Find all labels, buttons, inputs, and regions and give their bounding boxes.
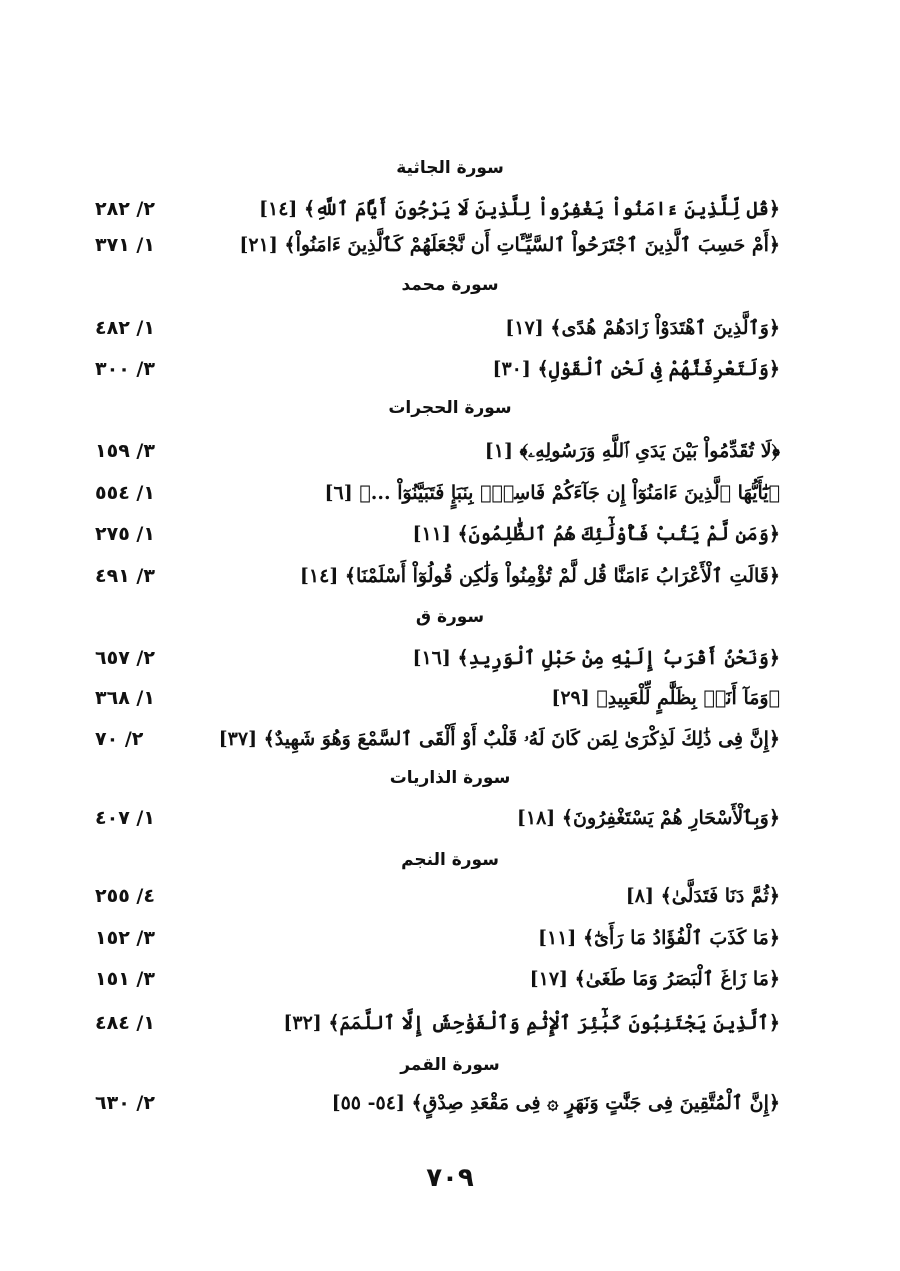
verse-line: ﴿وَمَن لَّمْ يَتُبْ فَأُوْلَٰٓئِكَ هُمُ ٱلظَّٰلِمُونَ﴾ [١١] bbox=[412, 523, 780, 545]
verse-line: ﴿مَا كَذَبَ ٱلْفُؤَادُ مَا رَأَىٰٓ﴾ [١١] bbox=[537, 927, 780, 949]
verse-reference: ١/ ٣٦٨ bbox=[95, 687, 155, 709]
verse-reference: ١/ ٢٧٥ bbox=[95, 523, 155, 545]
section-title-qaf: سورة ق bbox=[415, 607, 485, 627]
section-title-jathiya: سورة الجاثية bbox=[396, 158, 504, 178]
verse-line: ﴿وَنَحْنُ أَقْرَبُ إِلَيْهِ مِنْ حَبْلِ ٱلْوَرِيدِ﴾ [١٦] bbox=[412, 647, 780, 669]
verse-reference: ٢/ ٧٠ bbox=[95, 728, 144, 750]
verse-reference: ٢/ ٦٥٧ bbox=[95, 647, 155, 669]
verse-line: ﴿وَلَتَعْرِفَنَّهُمْ فِى لَحْنِ ٱلْقَوْلِ﴾ [٣٠] bbox=[492, 358, 780, 380]
verse-reference: ٢/ ٦٣٠ bbox=[95, 1092, 155, 1114]
verse-reference: ٣/ ١٥١ bbox=[95, 968, 155, 990]
verse-reference: ١/ ٤٨٤ bbox=[95, 1012, 155, 1034]
verse-line: ﴿وَمَآ أَنَا۠ بِظَلَّٰمٍ لِّلْعَبِيدِ﴾ [٢٩] bbox=[551, 687, 780, 709]
verse-line: ﴿ثُمَّ دَنَا فَتَدَلَّىٰ﴾ [٨] bbox=[625, 885, 780, 907]
verse-reference: ١/ ٤٠٧ bbox=[95, 807, 155, 829]
section-title-dhariyat: سورة الذاريات bbox=[389, 768, 511, 788]
verse-line: ﴿إِنَّ ٱلْمُتَّقِينَ فِى جَنَّٰتٍ وَنَهَرٍ ۞ فِى مَقْعَدِ صِدْقٍ﴾ [٥٤- ٥٥] bbox=[331, 1092, 780, 1114]
section-title-qamar: سورة القمر bbox=[400, 1055, 500, 1075]
verse-line: ﴿إِنَّ فِى ذَٰلِكَ لَذِكْرَىٰ لِمَن كَانَ لَهُۥ قَلْبٌ أَوْ أَلْقَى ٱلسَّمْعَ وَهُوَ شَهِيدٌ﴾ [٣٧] bbox=[218, 728, 780, 750]
verse-line: ﴿قَالَتِ ٱلْأَعْرَابُ ءَامَنَّا قُل لَّمْ تُؤْمِنُواْ وَلَٰكِن قُولُوٓاْ أَسْلَمْنَا﴾ [١٤] bbox=[299, 565, 780, 587]
verse-reference: ١/ ٤٨٢ bbox=[95, 317, 155, 339]
verse-reference: ٣/ ٤٩١ bbox=[95, 565, 155, 587]
verse-reference: ٢/ ٢٨٢ bbox=[95, 198, 155, 220]
verse-line: ﴿أَمْ حَسِبَ ٱلَّذِينَ ٱجْتَرَحُواْ ٱلسَّيِّـَٔاتِ أَن نَّجْعَلَهُمْ كَٱلَّذِينَ ءَامَنُواْ﴾ [٢١] bbox=[239, 234, 780, 256]
page-number: ٧٠٩ bbox=[426, 1163, 474, 1193]
verse-reference: ٣/ ١٥٩ bbox=[95, 440, 155, 462]
verse-reference: ٣/ ٣٠٠ bbox=[95, 358, 155, 380]
verse-reference: ٣/ ١٥٢ bbox=[95, 927, 155, 949]
verse-reference: ١/ ٣٧١ bbox=[95, 234, 155, 256]
verse-line: ﴿مَا زَاغَ ٱلْبَصَرُ وَمَا طَغَىٰ﴾ [١٧] bbox=[529, 968, 780, 990]
verse-line: ﴿وَبِٱلْأَسْحَارِ هُمْ يَسْتَغْفِرُونَ﴾ [١٨] bbox=[516, 807, 780, 829]
verse-line: ﴿وَٱلَّذِينَ ٱهْتَدَوْاْ زَادَهُمْ هُدًى﴾ [١٧] bbox=[505, 317, 780, 339]
verse-line: ﴿قُل لِّلَّذِينَ ءَامَنُواْ يَغْفِرُواْ لِلَّذِينَ لَا يَرْجُونَ أَيَّامَ ٱللَّهِ﴾ [١٤] bbox=[259, 198, 780, 220]
verse-reference: ٤/ ٢٥٥ bbox=[95, 885, 155, 907]
section-title-najm: سورة النجم bbox=[401, 850, 499, 870]
section-title-muhammad: سورة محمد bbox=[401, 275, 499, 295]
verse-reference: ١/ ٥٥٤ bbox=[95, 482, 155, 504]
verse-line: ﴿لَا تُقَدِّمُواْ بَيْنَ يَدَىِ ٱللَّهِ وَرَسُولِهِۦ﴾ [١] bbox=[484, 440, 780, 462]
section-title-hujurat: سورة الحجرات bbox=[388, 398, 512, 418]
verse-line: ﴿ٱلَّذِينَ يَجْتَنِبُونَ كَبَٰٓئِرَ ٱلْإِثْمِ وَٱلْفَوَٰحِشَ إِلَّا ٱللَّمَمَ﴾ [٣٢] bbox=[283, 1012, 780, 1034]
verse-line: ﴿يَٰٓأَيُّهَا ٱلَّذِينَ ءَامَنُوٓاْ إِن جَآءَكُمْ فَاسِقُۢ بِنَبَإٍ فَتَبَيَّنُوٓاْ ...﴾ [٦] bbox=[324, 482, 780, 504]
